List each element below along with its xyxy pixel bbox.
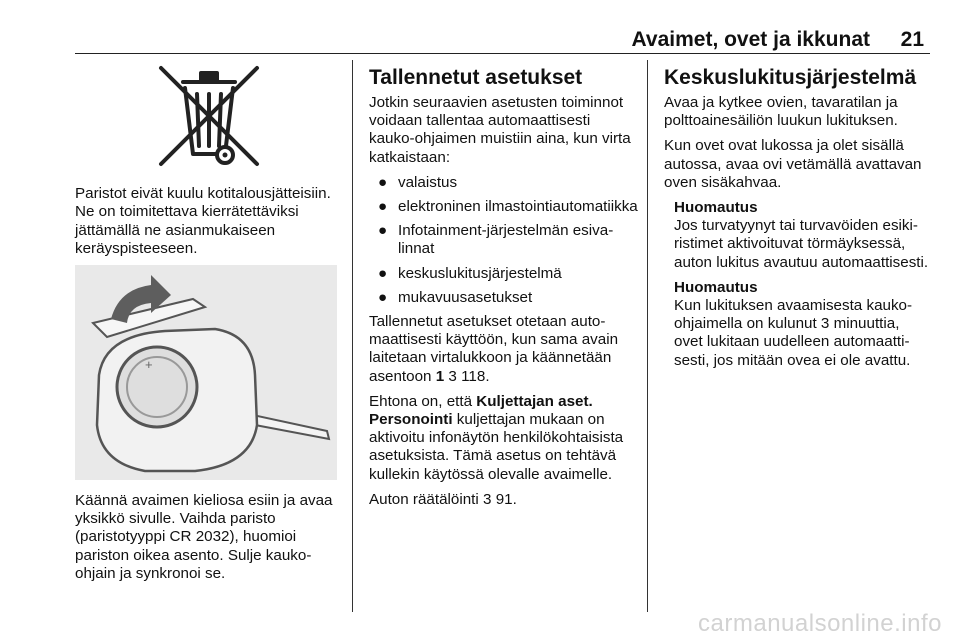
crossed-bin-icon xyxy=(75,60,343,172)
customization-text: Auton räätälöinti xyxy=(369,490,479,508)
saved-settings-heading: Tallennetut asetukset xyxy=(369,66,583,89)
saved-settings-intro: Jotkin seuraavien asetusten toiminnot voidaan tallentaa automaattisesti kauko-ohjaimen muistiin aina, kun virta katkaistaan: xyxy=(369,94,631,166)
note-title: Huomautus xyxy=(674,278,758,296)
bullet: ● xyxy=(378,222,388,240)
list-item-text: mukavuusasetukset xyxy=(398,288,533,306)
central-locking-unlock-paragraph: Kun ovet ovat lukossa ja olet sisällä autossa, avaa ovi vetämällä avattavan oven sisäkahvaa. xyxy=(664,137,922,191)
column-2 xyxy=(369,60,639,516)
note-text: Kun lukituksen avaamisesta kaukoohjaimella on kulunut 3 minuuttia, ovet lukitaan uudelleen automaattisesti, jos mitään ovea ei ole avattu. xyxy=(674,297,913,369)
page-number: 21 xyxy=(900,28,924,51)
page-ref-link[interactable]: 91. xyxy=(495,490,517,508)
bullet: ● xyxy=(378,264,388,282)
battery-instructions-paragraph: Käännä avaimen kieliosa esiin ja avaa yksikkö sivulle. Vaihda paristo (paristotyyppi CR 2032), huomioi pariston oikea asento. Sulje kaukoohjain ja synkronoi se. xyxy=(75,492,333,582)
recycling-paragraph: Paristot eivät kuulu kotitalousjätteisiin. Ne on toimitettava kierrätettäviksi jättämällä ne asianmukaiseen keräyspisteeseen. xyxy=(75,185,331,257)
list-item xyxy=(369,198,639,216)
ignition-position: 1 xyxy=(435,367,445,385)
personalization-paragraph xyxy=(369,393,639,484)
list-item-text: Infotainment-järjestelmän esivalinnat xyxy=(398,222,614,258)
page-header xyxy=(75,24,930,54)
list-item xyxy=(369,289,639,307)
central-locking-intro: Avaa ja kytkee ovien, tavaratilan ja polttoainesäiliön luukun lukituksen. xyxy=(664,94,898,130)
auto-apply-text: Tallennetut asetukset otetaan automaattisesti käyttöön, kun sama avain laitetaan virtalukkoon ja käännetään asentoon xyxy=(369,313,619,385)
svg-text:+: + xyxy=(145,357,153,373)
watermark: carmanualsonline.info xyxy=(698,610,942,637)
customization-paragraph xyxy=(369,491,639,509)
page-title: Avaimet, ovet ja ikkunat xyxy=(631,28,870,51)
list-item xyxy=(369,222,639,258)
personalization-text-post: kuljettajan mukaan on aktivoitu infonäytön henkilökohtaisista asetuksista. Tämä asetus on tehtävä kullekin käytössä olevalle avaimelle. xyxy=(369,411,624,483)
bullet: ● xyxy=(378,288,388,306)
note-airbag xyxy=(664,199,930,272)
header-rule xyxy=(75,53,930,54)
note-text: Jos turvatyynyt tai turvavöiden esikiristimet aktivoituvat törmäyksessä, auton lukitus avautuu automaattisesti. xyxy=(674,217,929,271)
central-locking-heading: Keskuslukitusjärjestelmä xyxy=(664,66,917,89)
bullet: ● xyxy=(378,173,388,191)
column-1 xyxy=(75,60,343,590)
note-auto-relock xyxy=(664,279,930,370)
list-item-text: valaistus xyxy=(398,173,458,191)
column-divider-left xyxy=(352,60,353,612)
column-divider-right xyxy=(647,60,648,612)
list-item-text: elektroninen ilmastointiautomatiikka xyxy=(398,198,638,216)
column-3 xyxy=(664,60,930,377)
battery-replacement-illustration xyxy=(75,265,337,480)
menu-path-label: Kuljettajan aset. Personointi xyxy=(369,392,593,429)
list-item-text: keskuslukitusjärjestelmä xyxy=(398,264,562,282)
personalization-text-pre: Ehtona on, että xyxy=(369,392,473,410)
list-item xyxy=(369,265,639,283)
auto-apply-paragraph xyxy=(369,313,639,386)
note-title: Huomautus xyxy=(674,199,758,217)
page-ref-link[interactable]: 118. xyxy=(461,367,490,385)
list-item xyxy=(369,174,639,192)
bullet: ● xyxy=(378,198,388,216)
page-ref-icon: 3 xyxy=(483,490,492,508)
page-ref-icon: 3 xyxy=(448,367,457,385)
saved-settings-list xyxy=(369,174,639,307)
